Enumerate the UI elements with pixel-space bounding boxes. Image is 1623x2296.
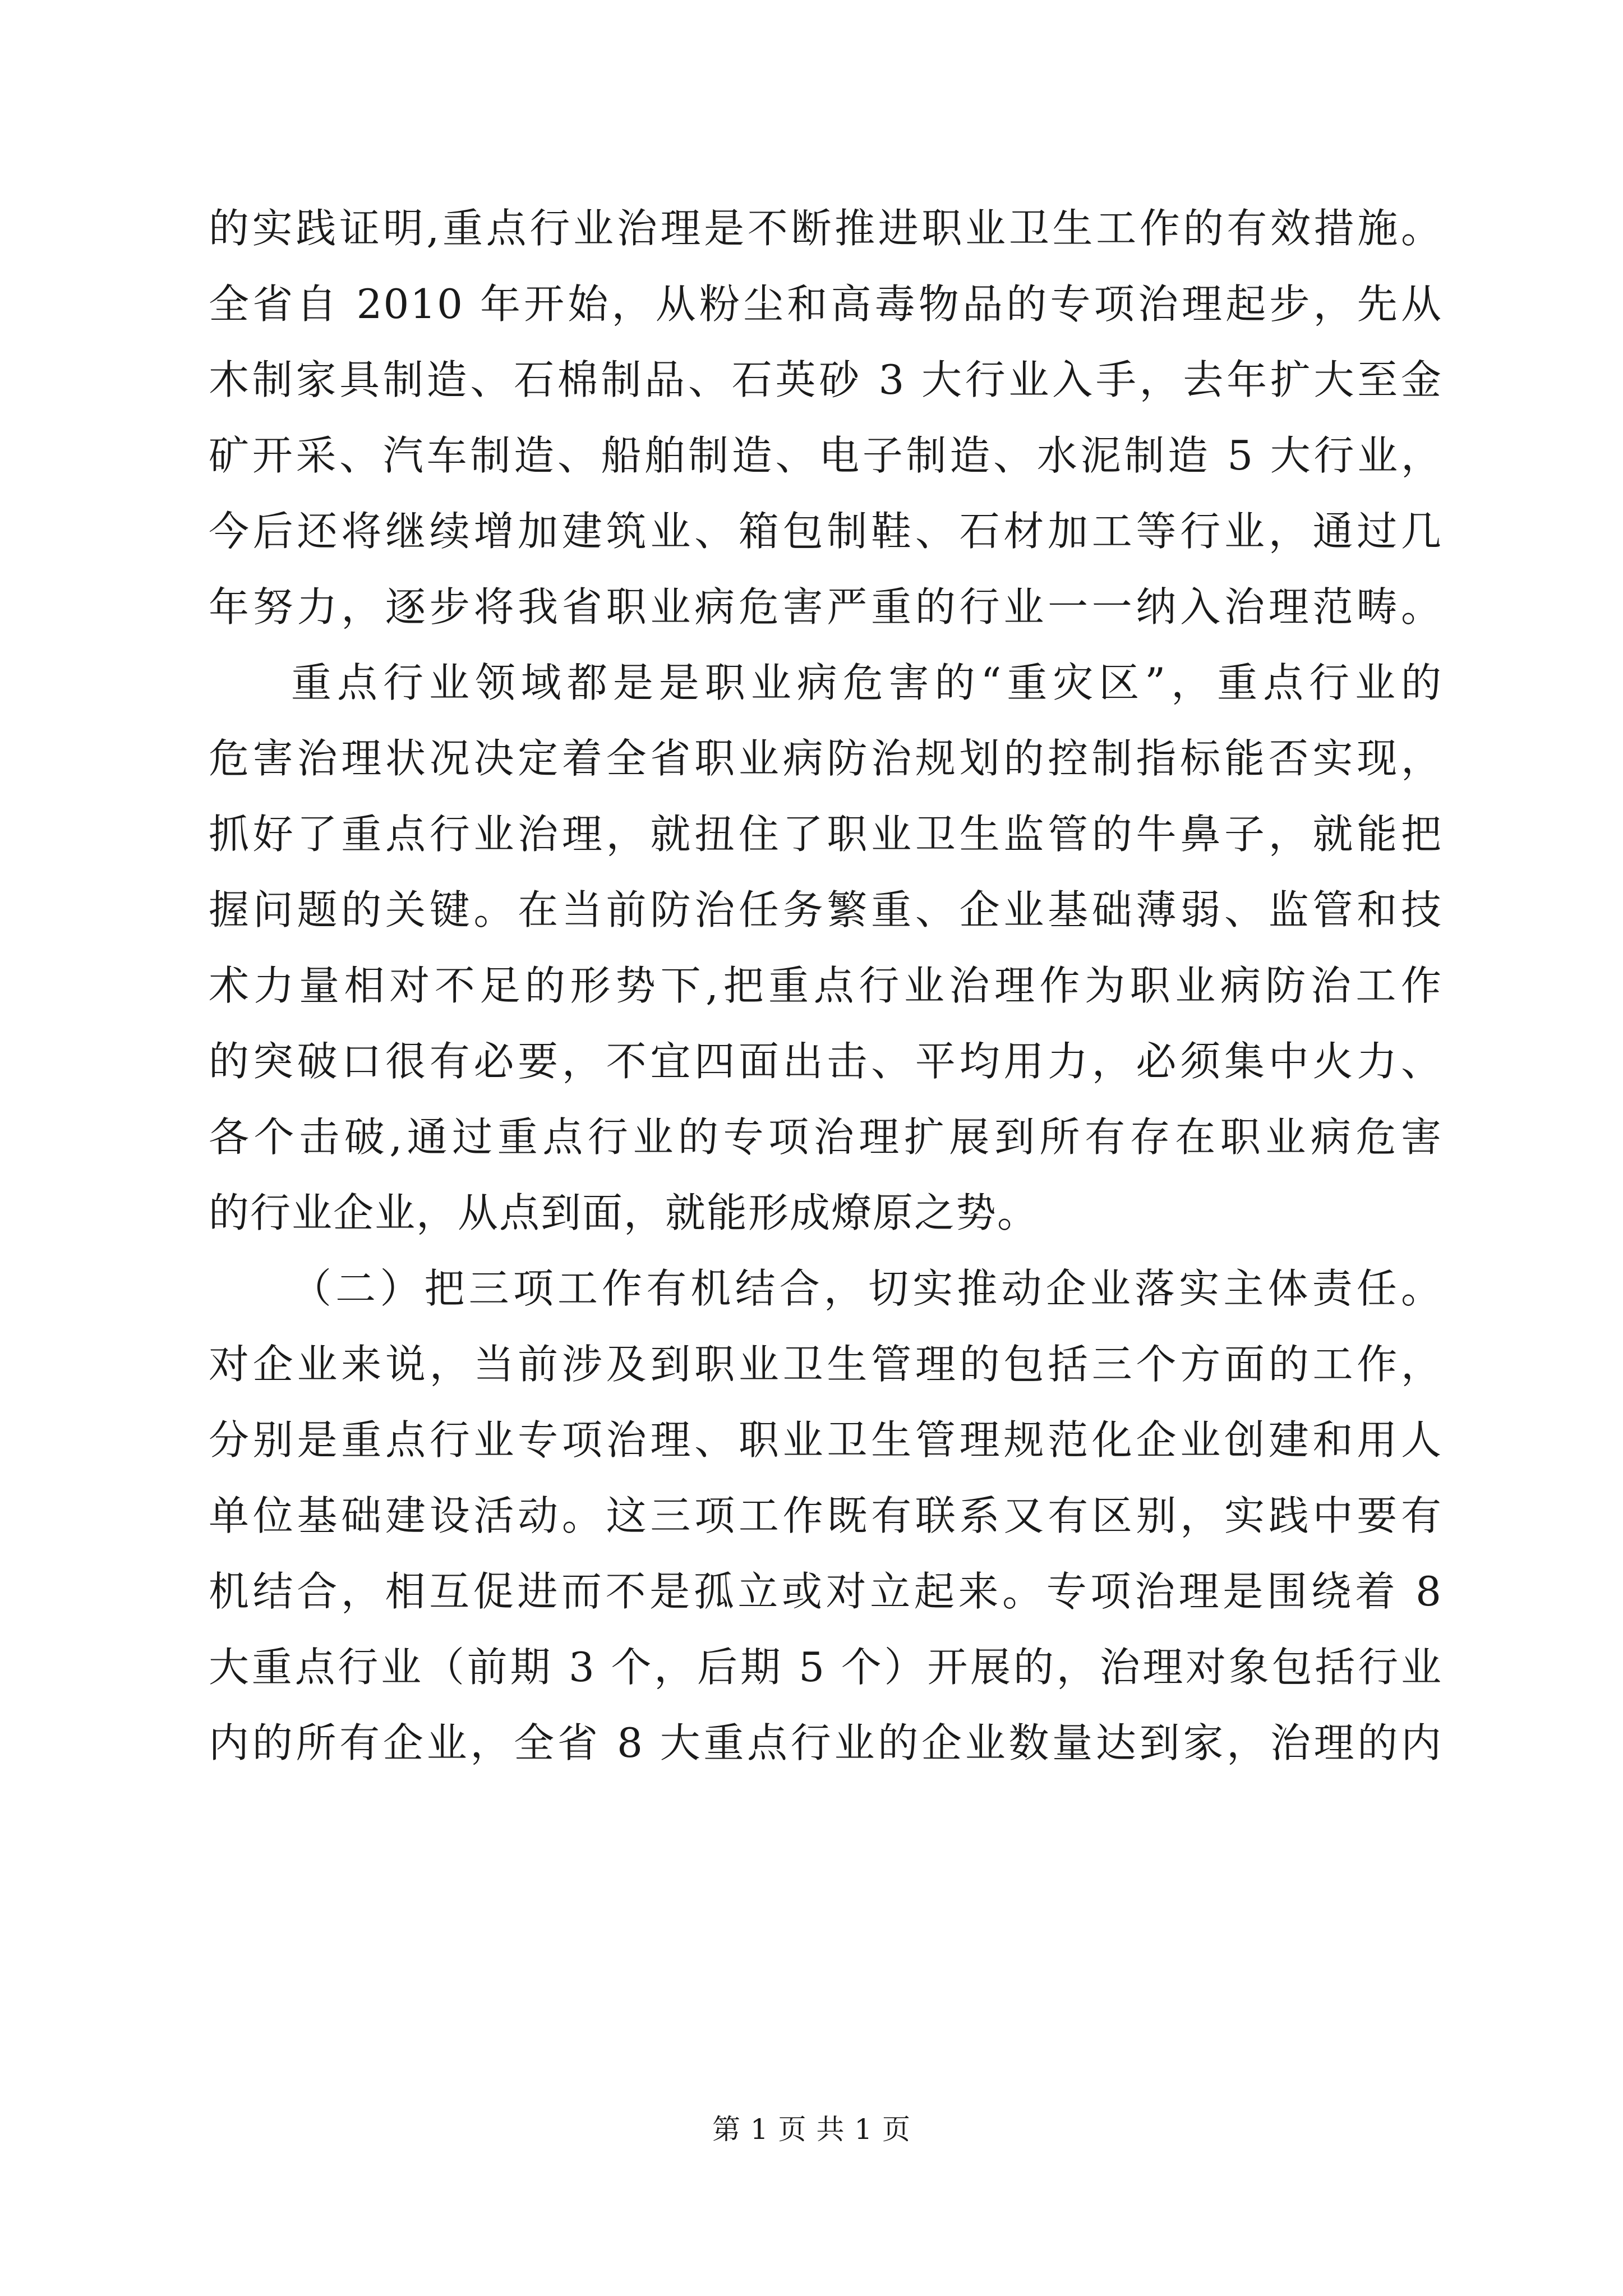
text-line: 年努力，逐步将我省职业病危害严重的行业一一纳入治理范畴。 [209,583,1442,631]
text-line: 单位基础建设活动。这三项工作既有联系又有区别，实践中要有 [209,1492,1442,1539]
text-line: 危害治理状况决定着全省职业病防治规划的控制指标能否实现， [209,735,1442,782]
paragraph-start-line: 重点行业领域都是是职业病危害的“重灾区”，重点行业的 [291,659,1442,706]
text-line: 握问题的关键。在当前防治任务繁重、企业基础薄弱、监管和技 [209,886,1442,933]
page-footer: 第 1 页 共 1 页 [712,2113,911,2146]
text-line: 矿开采、汽车制造、船舶制造、电子制造、水泥制造 5 大行业， [209,432,1442,479]
text-line: 今后还将继续增加建筑业、箱包制鞋、石材加工等行业，通过几 [209,508,1442,555]
paragraph-end-line: 的行业企业，从点到面，就能形成燎原之势。 [209,1189,1039,1236]
section-heading-line: （二）把三项工作有机结合，切实推动企业落实主体责任。 [291,1265,1442,1312]
text-line: 的实践证明,重点行业治理是不断推进职业卫生工作的有效措施。 [209,205,1442,252]
text-line: 机结合，相互促进而不是孤立或对立起来。专项治理是围绕着 8 [209,1568,1442,1615]
text-line: 全省自 2010 年开始，从粉尘和高毒物品的专项治理起步，先从 [209,280,1442,328]
text-line: 抓好了重点行业治理，就扭住了职业卫生监管的牛鼻子，就能把 [209,811,1442,858]
document-body [209,191,1442,1781]
text-line: 木制家具制造、石棉制品、石英砂 3 大行业入手，去年扩大至金 [209,356,1442,403]
text-line: 各个击破,通过重点行业的专项治理扩展到所有存在职业病危害 [209,1114,1442,1161]
text-line: 分别是重点行业专项治理、职业卫生管理规范化企业创建和用人 [209,1416,1442,1464]
text-line: 的突破口很有必要，不宜四面出击、平均用力，必须集中火力、 [209,1038,1442,1085]
text-line: 内的所有企业，全省 8 大重点行业的企业数量达到家，治理的内 [209,1719,1442,1766]
text-line: 大重点行业（前期 3 个，后期 5 个）开展的，治理对象包括行业 [209,1644,1442,1691]
text-line: 对企业来说，当前涉及到职业卫生管理的包括三个方面的工作， [209,1341,1442,1388]
text-line: 术力量相对不足的形势下,把重点行业治理作为职业病防治工作 [209,962,1442,1009]
